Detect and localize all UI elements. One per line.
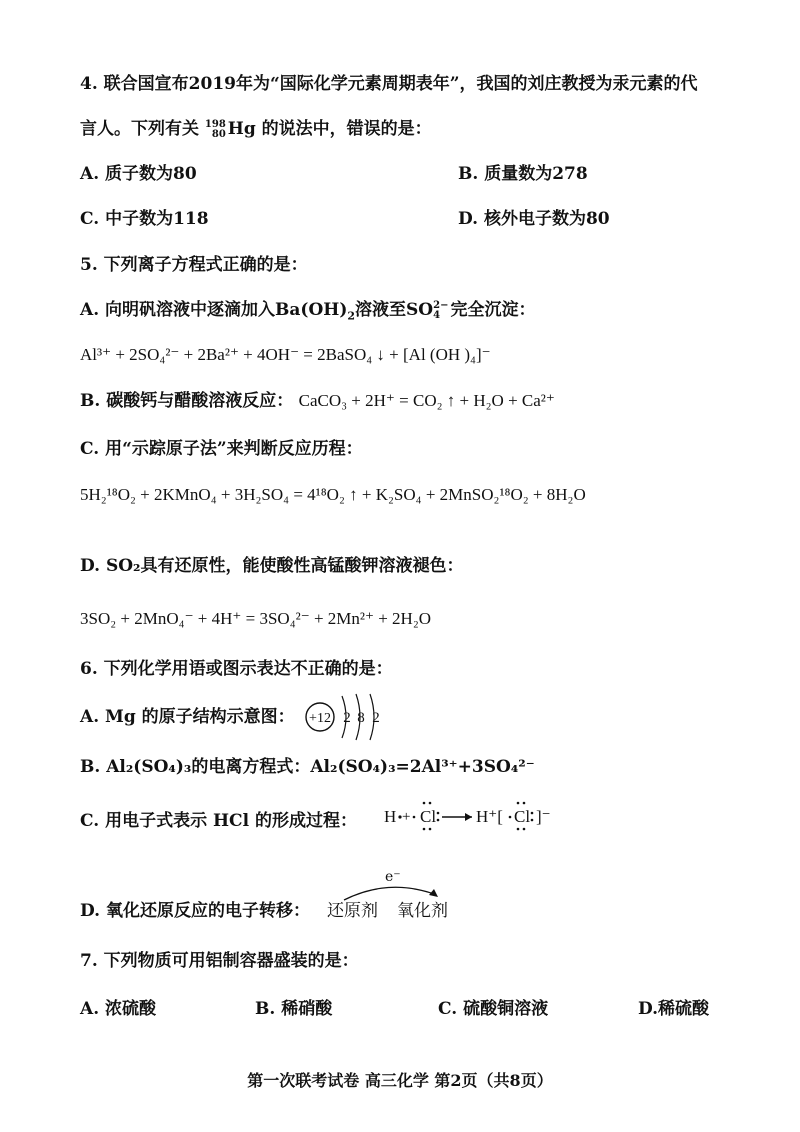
q7-option-b: B. 稀硝酸 [255, 999, 333, 1019]
q7-option-c: C. 硫酸铜溶液 [438, 999, 549, 1019]
q5-option-b [80, 390, 555, 412]
hcl-electron-formula [382, 796, 562, 836]
q4-option-c: C. 中子数为118 [80, 209, 209, 229]
q4-option-d: D. 核外电子数为80 [458, 209, 610, 229]
hg-mass-number: 198 [204, 118, 226, 130]
cl-ion-bracket-end: ]⁻ [536, 807, 551, 826]
shell-3-electrons: 2 [372, 710, 380, 726]
q5-option-d-equation: 3SO₂ + 2MnO₄⁻ + 4H⁺ = 3SO₄²⁻ + 2Mn²⁺ + 2H₂O [80, 609, 432, 628]
q5-a-post: 完全沉淀： [450, 300, 536, 320]
q4-stem-line2 [80, 118, 432, 140]
cl-ion-dot-right-2 [531, 819, 534, 822]
shell-1-electrons: 2 [343, 710, 351, 726]
cl-dot-right-1 [437, 812, 440, 815]
hcl-dot-left [509, 816, 512, 819]
reductant-label: 还原剂 [327, 901, 378, 921]
q5-option-d-text: D. SO₂具有还原性，能使酸性高锰酸钾溶液褪色： [80, 556, 464, 576]
shell-2-electrons: 8 [357, 710, 365, 726]
q4-stem-pre: 言人。下列有关 [80, 119, 199, 139]
q5-a-sub: 2 [347, 309, 356, 323]
q5-a-mid: 溶液至SO [355, 300, 434, 320]
q5-option-a-text [80, 299, 535, 327]
q6-option-d-text: D. 氧化还原反应的电子转移： [80, 901, 310, 921]
so4-charge: 2− 4 [433, 299, 449, 321]
q6-option-b: B. Al₂(SO₄)₃的电离方程式：Al₂(SO₄)₃=2Al³⁺+3SO₄²⁻ [80, 757, 535, 777]
q4-stem-line1: 4. 联合国宣布2019年为“国际化学元素周期表年”，我国的刘庄教授为汞元素的代 [80, 74, 698, 94]
cl-ion-dot-bottom-2 [523, 828, 526, 831]
q4-option-a: A. 质子数为80 [80, 164, 197, 184]
q7-stem: 7. 下列物质可用铝制容器盛装的是： [80, 951, 359, 971]
cl-dot-left [413, 816, 416, 819]
nucleus-charge: +12 [309, 711, 331, 726]
q6-option-c-text: C. 用电子式表示 HCl 的形成过程： [80, 811, 357, 831]
q5-b-equation: CaCO₃ + 2H⁺ = CO₂ ↑ + H₂O + Ca²⁺ [298, 391, 555, 410]
q5-option-c-text: C. 用“示踪原子法”来判断反应历程： [80, 439, 363, 459]
q6-stem: 6. 下列化学用语或图示表达不正确的是： [80, 659, 393, 679]
hg-atomic-number: 80 [211, 128, 226, 140]
q5-a-pre: A. 向明矾溶液中逐滴加入Ba(OH) [80, 300, 348, 320]
mg-atomic-structure-diagram [300, 684, 410, 750]
transfer-curve [344, 887, 434, 900]
page-footer: 第一次联考试卷 高三化学 第2页（共8页） [247, 1071, 553, 1090]
h-ion-bracket: H⁺[ [476, 807, 503, 826]
q4-stem-post: 的说法中，错误的是： [261, 119, 432, 139]
cl-ion: Cl [514, 807, 531, 826]
cl-ion-dot-top-2 [523, 802, 526, 805]
hg-nuclide-numbers [205, 120, 226, 140]
cl-dot-top-2 [429, 802, 432, 805]
q5-option-a-equation: Al³⁺ + 2SO₄²⁻ + 2Ba²⁺ + 4OH⁻ = 2BaSO₄ ↓ + [Al (OH )₄]⁻ [80, 345, 491, 364]
plus-sign: + [402, 809, 411, 825]
cl-ion-dot-bottom-1 [517, 828, 520, 831]
electron-label: e⁻ [385, 869, 401, 885]
reaction-arrowhead [465, 813, 472, 821]
q6-option-a-text: A. Mg 的原子结构示意图： [80, 707, 295, 727]
h-atom: H [384, 807, 397, 826]
cl-dot-bottom-2 [429, 828, 432, 831]
hg-symbol: Hg [227, 119, 256, 139]
q7-option-d: D.稀硫酸 [638, 999, 710, 1019]
q4-option-b: B. 质量数为278 [458, 164, 588, 184]
cl-dot-bottom-1 [423, 828, 426, 831]
q7-option-a: A. 浓硫酸 [80, 999, 157, 1019]
q5-option-c-equation: 5H₂¹⁸O₂ + 2KMnO₄ + 3H₂SO₄ = 4¹⁸O₂ ↑ + K₂SO₄ + 2MnSO₂¹⁸O₂ + 8H₂O [80, 485, 586, 504]
cl-dot-right-2 [437, 819, 440, 822]
oxidant-label: 氧化剂 [397, 901, 448, 921]
cl-ion-dot-top-1 [517, 802, 520, 805]
electron-transfer-arrow [338, 880, 448, 902]
cl-dot-top-1 [423, 802, 426, 805]
q5-b-text: B. 碳酸钙与醋酸溶液反应： [80, 391, 294, 411]
cl-ion-dot-right-1 [531, 812, 534, 815]
cl-atom: Cl [420, 807, 437, 826]
q5-stem: 5. 下列离子方程式正确的是： [80, 255, 308, 275]
